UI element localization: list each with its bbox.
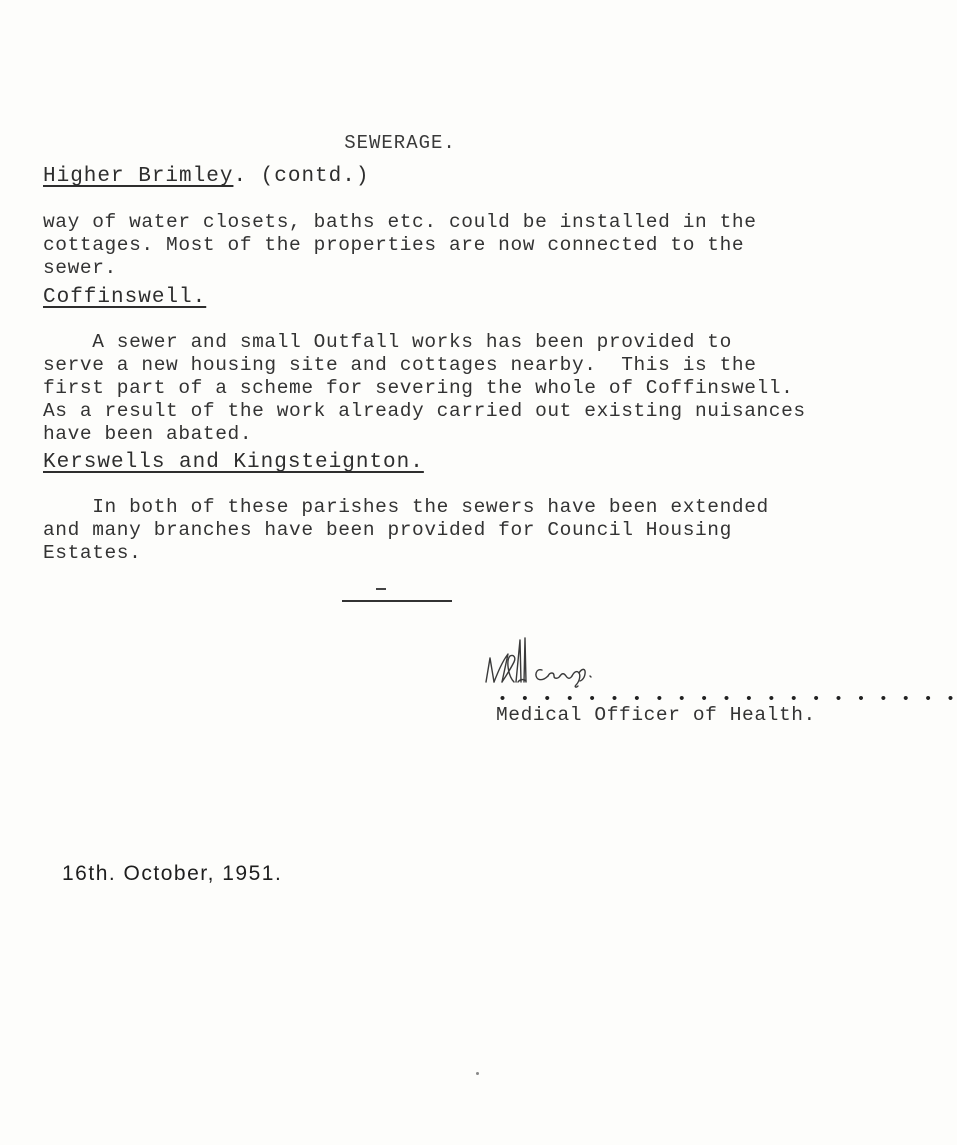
paragraph-line: have been abated. (43, 423, 253, 445)
paragraph-line: first part of a scheme for severing the whole of Coffinswell. (43, 377, 794, 399)
section-heading-underlined: Coffinswell. (43, 286, 207, 309)
paragraph-line: As a result of the work already carried out existing nuisances (43, 400, 806, 422)
divider-rule (342, 600, 452, 602)
handwritten-signature (480, 632, 610, 690)
section-heading-suffix: . (contd.) (233, 165, 370, 188)
document-title: SEWERAGE. (344, 132, 456, 154)
section-heading-higher-brimley (43, 165, 369, 188)
paragraph-line: and many branches have been provided for Council Housing (43, 519, 732, 541)
paragraph-kerswells-kingsteignton (43, 496, 803, 565)
paper-speck (476, 1072, 479, 1075)
section-heading-underlined: Higher Brimley (43, 165, 234, 188)
signature-dotted-line: • • • • • • • • • • • • • • • • • • • • • (498, 691, 957, 708)
paragraph-line: Estates. (43, 542, 142, 564)
paragraph-line: In both of these parishes the sewers have been extended (43, 496, 769, 518)
paragraph-line: way of water closets, baths etc. could be installed in the (43, 211, 757, 233)
document-date: 16th. October, 1951. (62, 862, 283, 885)
section-heading-coffinswell (43, 286, 206, 309)
paragraph-line: sewer. (43, 257, 117, 279)
paragraph-higher-brimley (43, 211, 803, 280)
section-heading-underlined: Kerswells and Kingsteignton. (43, 451, 424, 474)
paragraph-line: A sewer and small Outfall works has been provided to (43, 331, 732, 353)
paragraph-line: serve a new housing site and cottages nearby. This is the (43, 354, 757, 376)
paragraph-coffinswell (43, 331, 806, 446)
section-heading-kerswells-kingsteignton (43, 451, 424, 474)
signatory-title: Medical Officer of Health. (496, 704, 816, 726)
divider-tick (376, 588, 386, 590)
paragraph-line: cottages. Most of the properties are now connected to the (43, 234, 745, 256)
